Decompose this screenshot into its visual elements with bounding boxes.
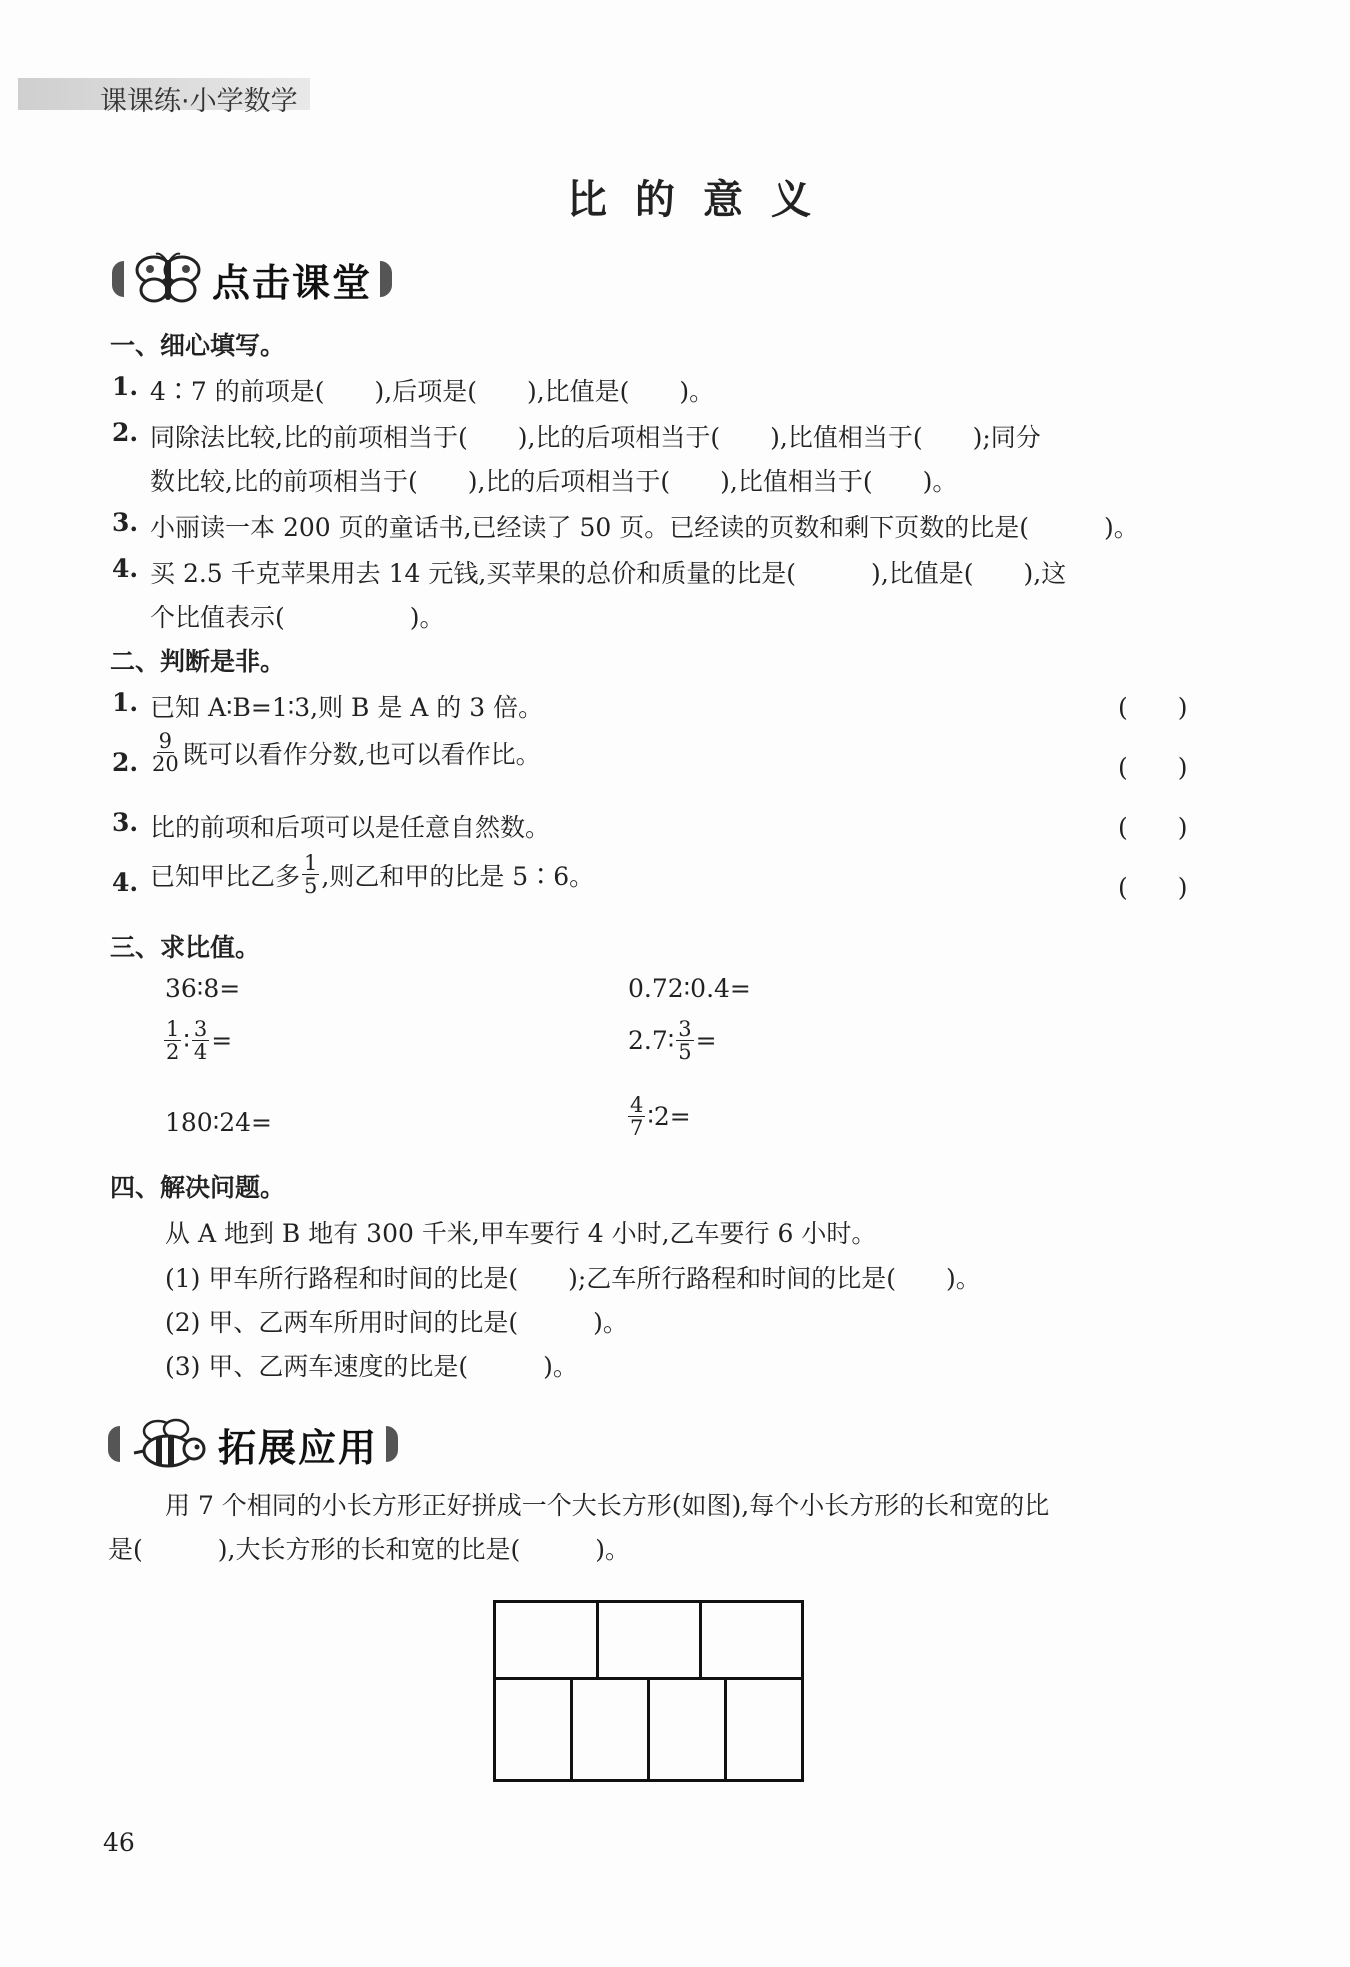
fraction-numerator: 3 — [193, 1017, 208, 1041]
fraction-numerator: 1 — [304, 851, 318, 875]
figure-border-right — [801, 1600, 804, 1782]
answer-paren: ( ) — [1118, 753, 1188, 782]
ratio-problem: 180∶24= — [165, 1108, 272, 1137]
page-number: 46 — [103, 1828, 135, 1857]
answer-paren: ( ) — [1118, 813, 1188, 842]
fraction-numerator: 3 — [678, 1017, 692, 1041]
equals-sign: = — [695, 1026, 717, 1056]
question-number: 4. — [112, 868, 139, 897]
fraction-denominator: 5 — [678, 1040, 692, 1065]
section-heading-2: 二、判断是非。 — [110, 647, 286, 676]
question-number: 4. — [112, 554, 139, 583]
ratio-problem: 36∶8= — [165, 974, 241, 1003]
question-number: 1. — [112, 688, 139, 717]
bee-icon — [128, 1417, 214, 1471]
fraction — [628, 1094, 645, 1139]
question-number: 2. — [112, 418, 139, 447]
ratio-text: 2.7∶ — [628, 1026, 675, 1056]
fraction — [192, 1018, 209, 1063]
figure-border-left — [493, 1600, 496, 1782]
question-text: 买 2.5 千克苹果用去 14 元钱,买苹果的总价和质量的比是( ),比值是( ),这 — [150, 559, 1067, 588]
section-heading-3: 三、求比值。 — [110, 933, 261, 962]
banner-cap-left — [112, 261, 124, 297]
question-number: 3. — [112, 508, 139, 537]
question-text-line — [150, 852, 594, 897]
sub-question: (2) 甲、乙两车所用时间的比是( )。 — [165, 1308, 628, 1337]
question-text: 个比值表示( )。 — [150, 603, 445, 632]
banner-title-1: 点击课堂 — [212, 260, 373, 305]
fraction — [164, 1018, 181, 1063]
fraction-numerator: 1 — [166, 1017, 180, 1041]
ratio-problem: 0.72∶0.4= — [628, 974, 751, 1003]
figure-border-top — [493, 1600, 804, 1603]
section-heading-4: 四、解决问题。 — [110, 1173, 286, 1202]
page-title: 比的意义 — [567, 177, 839, 223]
fraction-denominator: 7 — [630, 1116, 644, 1141]
book-header: 课课练·小学数学 — [100, 86, 298, 117]
answer-paren: ( ) — [1118, 693, 1188, 722]
fraction — [302, 852, 319, 897]
figure-divider — [699, 1600, 702, 1679]
question-text: 已知甲比乙多 — [150, 861, 301, 891]
banner-cap-right — [380, 261, 392, 297]
ratio-problem — [628, 1018, 717, 1063]
section-banner-2 — [108, 1417, 398, 1471]
figure-divider — [647, 1678, 650, 1781]
question-text: 同除法比较,比的前项相当于( ),比的后项相当于( ),比值相当于( );同分 — [150, 423, 1041, 452]
ratio-sign: ∶ — [183, 1026, 190, 1056]
figure-divider — [596, 1600, 599, 1679]
rectangle-figure — [493, 1600, 804, 1782]
question-number: 2. — [112, 748, 139, 777]
sub-question: (3) 甲、乙两车速度的比是( )。 — [165, 1352, 578, 1381]
question-text: 已知 A∶B=1∶3,则 B 是 A 的 3 倍。 — [150, 693, 544, 722]
extension-text: 是( ),大长方形的长和宽的比是( )。 — [108, 1535, 630, 1564]
fraction-denominator: 2 — [166, 1040, 180, 1065]
section-banner-1 — [112, 252, 392, 306]
butterfly-icon — [132, 252, 204, 306]
extension-text: 用 7 个相同的小长方形正好拼成一个大长方形(如图),每个小长方形的长和宽的比 — [165, 1491, 1050, 1520]
section-heading-1: 一、细心填写。 — [110, 331, 286, 360]
problem-intro: 从 A 地到 B 地有 300 千米,甲车要行 4 小时,乙车要行 6 小时。 — [165, 1219, 877, 1248]
figure-divider — [570, 1678, 573, 1781]
fraction-denominator: 4 — [193, 1040, 208, 1065]
equals-sign: = — [211, 1026, 233, 1056]
banner-cap-right — [386, 1426, 398, 1462]
question-text: 数比较,比的前项相当于( ),比的后项相当于( ),比值相当于( )。 — [150, 467, 958, 496]
ratio-problem — [162, 1018, 232, 1063]
question-text: 4∶7 的前项是( ),后项是( ),比值是( )。 — [150, 377, 715, 406]
question-text: 比的前项和后项可以是任意自然数。 — [150, 813, 551, 842]
banner-cap-left — [108, 1426, 120, 1462]
ratio-problem — [626, 1094, 691, 1139]
question-number: 3. — [112, 808, 139, 837]
fraction — [676, 1018, 693, 1063]
question-number: 1. — [112, 372, 139, 401]
question-text: 既可以看作分数,也可以看作比。 — [182, 739, 541, 769]
answer-paren: ( ) — [1118, 873, 1188, 902]
fraction-numerator: 4 — [630, 1093, 644, 1117]
fraction — [150, 730, 181, 775]
ratio-text: ∶2= — [647, 1102, 691, 1132]
figure-divider — [724, 1678, 727, 1781]
fraction-denominator: 5 — [304, 874, 318, 899]
banner-title-2: 拓展应用 — [218, 1425, 379, 1470]
question-text: 小丽读一本 200 页的童话书,已经读了 50 页。已经读的页数和剩下页数的比是( )。 — [150, 513, 1139, 542]
fraction-denominator: 20 — [152, 752, 179, 777]
question-text-line — [148, 730, 541, 775]
question-text: ,则乙和甲的比是 5∶6。 — [321, 861, 595, 891]
fraction-numerator: 9 — [158, 729, 173, 753]
sub-question: (1) 甲车所行路程和时间的比是( );乙车所行路程和时间的比是( )。 — [165, 1264, 981, 1293]
